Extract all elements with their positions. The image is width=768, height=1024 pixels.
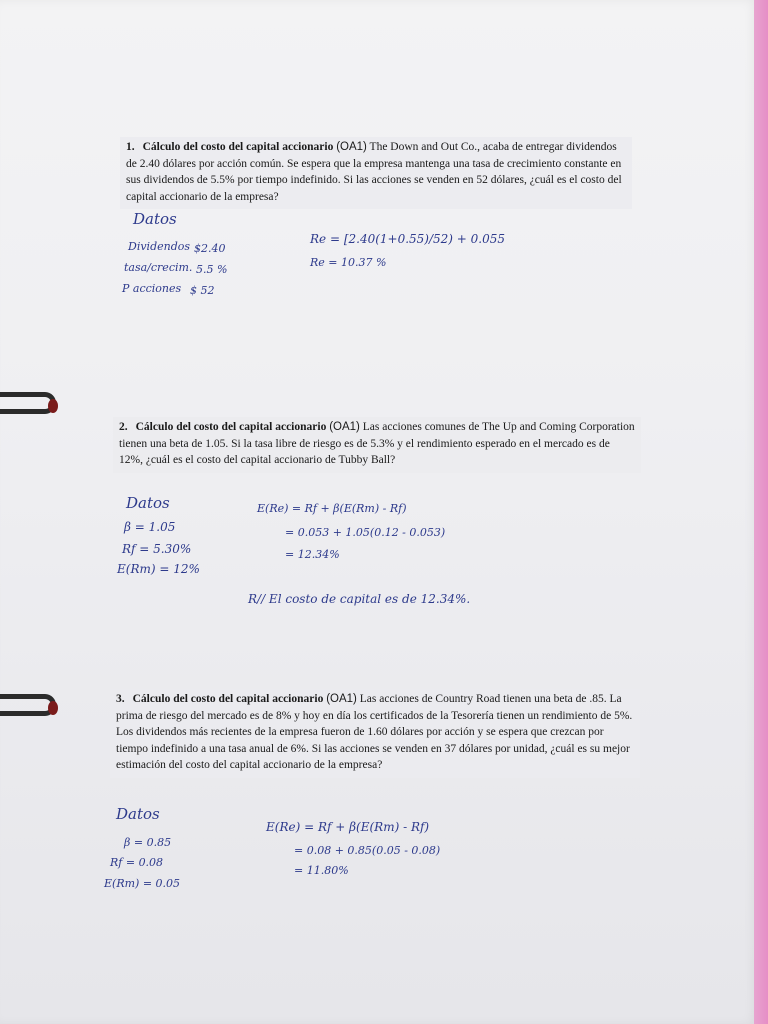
problem-text: Las acciones comunes de The Up and Coming Corporation tienen una beta de 1.05. Si la tasa libre de riesgo es de 5.3% y el rendimiento esperado en el mercado es de 12%, ¿cuál es el costo del capital accionario de Tubby Ball? [119, 421, 635, 466]
problem-number: 2. [119, 421, 128, 433]
problem-2-work-line-1: E(Re) = Rf + β(E(Rm) - Rf) [257, 502, 407, 515]
problem-3-data-line-1: β = 0.85 [124, 836, 172, 849]
problem-2-work-line-2: = 0.053 + 1.05(0.12 - 0.053) [285, 526, 446, 539]
problem-topic: Cálculo del costo del capital accionario [135, 421, 327, 433]
problem-1-data-value-2: 5.5 % [196, 263, 228, 276]
problem-3-data-line-2: Rf = 0.08 [110, 856, 164, 869]
problem-1-data-label-1: Dividendos [128, 240, 191, 253]
problem-1-data-value-1: $2.40 [194, 242, 226, 255]
problem-number: 1. [126, 141, 135, 153]
problem-topic: Cálculo del costo del capital accionario [132, 693, 324, 705]
problem-1-work-line-2: Re = 10.37 % [310, 256, 387, 269]
problem-3-work-line-3: = 11.80% [294, 864, 349, 877]
problem-1-statement [120, 137, 632, 209]
problem-2-conclusion: R// El costo de capital es de 12.34%. [248, 592, 471, 606]
problem-1-datos-heading: Datos [133, 210, 177, 228]
binder-ring-bottom [0, 694, 56, 716]
problem-2-statement [113, 417, 641, 473]
problem-1-work-line-1: Re = [2.40(1+0.55)/52) + 0.055 [310, 232, 506, 246]
problem-1-data-label-3: P acciones [122, 282, 182, 295]
problem-number: 3. [116, 693, 125, 705]
problem-3-data-line-3: E(Rm) = 0.05 [104, 877, 181, 890]
binder-ring-top [0, 392, 56, 414]
problem-text: Las acciones de Country Road tienen una beta de .85. La prima de riesgo del mercado es de 8% y hoy en día los certificados de la Tesorería tienen un rendimiento de 5%. Los dividendos más recientes de la empresa fueron de 1.60 dólares por acción y se espera que crezcan por tiempo indefinido a una tasa anual de 6%. Si las acciones se venden en 37 dólares por unidad, ¿cuál es su mejor estimación del costo del capital accionario de la empresa? [116, 693, 633, 771]
problem-1-data-label-2: tasa/crecim. [124, 261, 193, 274]
problem-2-datos-heading: Datos [126, 494, 170, 512]
pink-folder-edge [754, 0, 768, 1024]
problem-1-data-value-3: $ 52 [190, 284, 215, 297]
problem-3-statement [110, 689, 640, 778]
problem-2-data-line-1: β = 1.05 [124, 520, 176, 534]
problem-text: The Down and Out Co., acaba de entregar dividendos de 2.40 dólares por acción común. Se espera que la empresa mantenga una tasa de crecimiento constante en sus dividendos de 5.5% por tiempo indefinido. Si las acciones se venden en 52 dólares, ¿cuál es el costo del capital accionario de la empresa? [126, 141, 622, 203]
problem-2-data-line-3: E(Rm) = 12% [117, 562, 200, 576]
problem-3-work-line-2: = 0.08 + 0.85(0.05 - 0.08) [294, 844, 441, 857]
problem-3-datos-heading: Datos [116, 805, 160, 823]
problem-code: (OA1) [336, 141, 367, 153]
problem-2-data-line-2: Rf = 5.30% [122, 542, 192, 556]
problem-3-work-line-1: E(Re) = Rf + β(E(Rm) - Rf) [266, 820, 430, 834]
problem-topic: Cálculo del costo del capital accionario [142, 141, 334, 153]
problem-2-work-line-3: = 12.34% [285, 548, 340, 561]
problem-code: (OA1) [329, 421, 360, 433]
problem-code: (OA1) [326, 693, 357, 705]
